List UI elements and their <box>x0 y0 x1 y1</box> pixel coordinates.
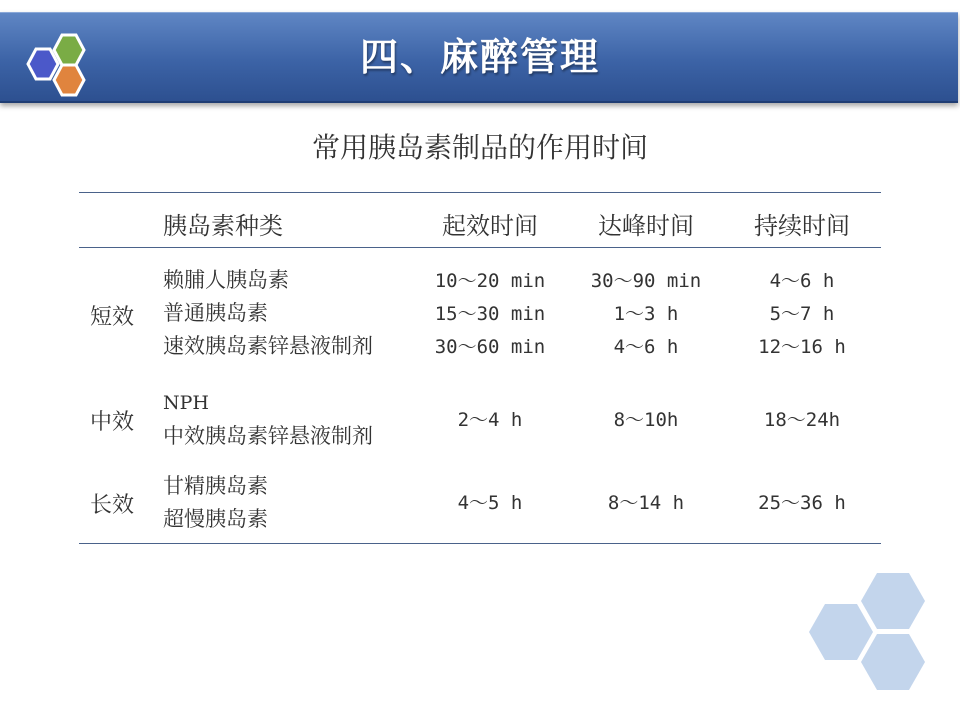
table-row-name: 甘精胰岛素 <box>163 474 268 498</box>
decorative-hexagons-icon <box>805 570 935 695</box>
table-cell-duration: 25～36 h <box>758 492 846 514</box>
table-row-name: NPH <box>163 392 209 414</box>
category-long: 长效 <box>90 493 135 518</box>
title-banner <box>0 12 958 103</box>
table-cell-duration: 4～6 h <box>769 270 835 292</box>
column-header-onset: 起效时间 <box>442 212 538 240</box>
category-intermediate: 中效 <box>90 410 135 435</box>
table-cell-peak: 1～3 h <box>613 303 679 325</box>
table-bottom-rule <box>79 543 881 544</box>
page-title: 四、麻醉管理 <box>359 35 600 79</box>
table-row-name: 中效胰岛素锌悬液制剂 <box>163 424 373 448</box>
table-row-name: 超慢胰岛素 <box>163 507 268 531</box>
table-cell-peak: 8～10h <box>613 409 679 431</box>
table-cell-peak: 30～90 min <box>590 270 702 292</box>
hexagon-logo-icon <box>10 31 100 107</box>
table-caption: 常用胰岛素制品的作用时间 <box>311 131 648 164</box>
table-cell-onset: 4～5 h <box>457 492 523 514</box>
table-top-rule <box>79 192 881 193</box>
table-cell-onset: 30～60 min <box>434 336 546 358</box>
column-header-peak: 达峰时间 <box>598 212 694 240</box>
table-cell-duration: 18～24h <box>763 409 841 431</box>
category-short: 短效 <box>90 305 135 330</box>
table-cell-duration: 12～16 h <box>758 336 846 358</box>
table-header-rule <box>79 247 881 248</box>
table-cell-onset: 2～4 h <box>457 409 523 431</box>
table-cell-duration: 5～7 h <box>769 303 835 325</box>
table-row-name: 速效胰岛素锌悬液制剂 <box>163 334 373 358</box>
column-header-type: 胰岛素种类 <box>163 212 283 240</box>
table-cell-onset: 15～30 min <box>434 303 546 325</box>
table-row-name: 赖脯人胰岛素 <box>163 268 289 292</box>
table-cell-onset: 10～20 min <box>434 270 546 292</box>
table-cell-peak: 8～14 h <box>607 492 685 514</box>
table-row-name: 普通胰岛素 <box>163 301 268 325</box>
column-header-duration: 持续时间 <box>754 212 850 240</box>
table-cell-peak: 4～6 h <box>613 336 679 358</box>
